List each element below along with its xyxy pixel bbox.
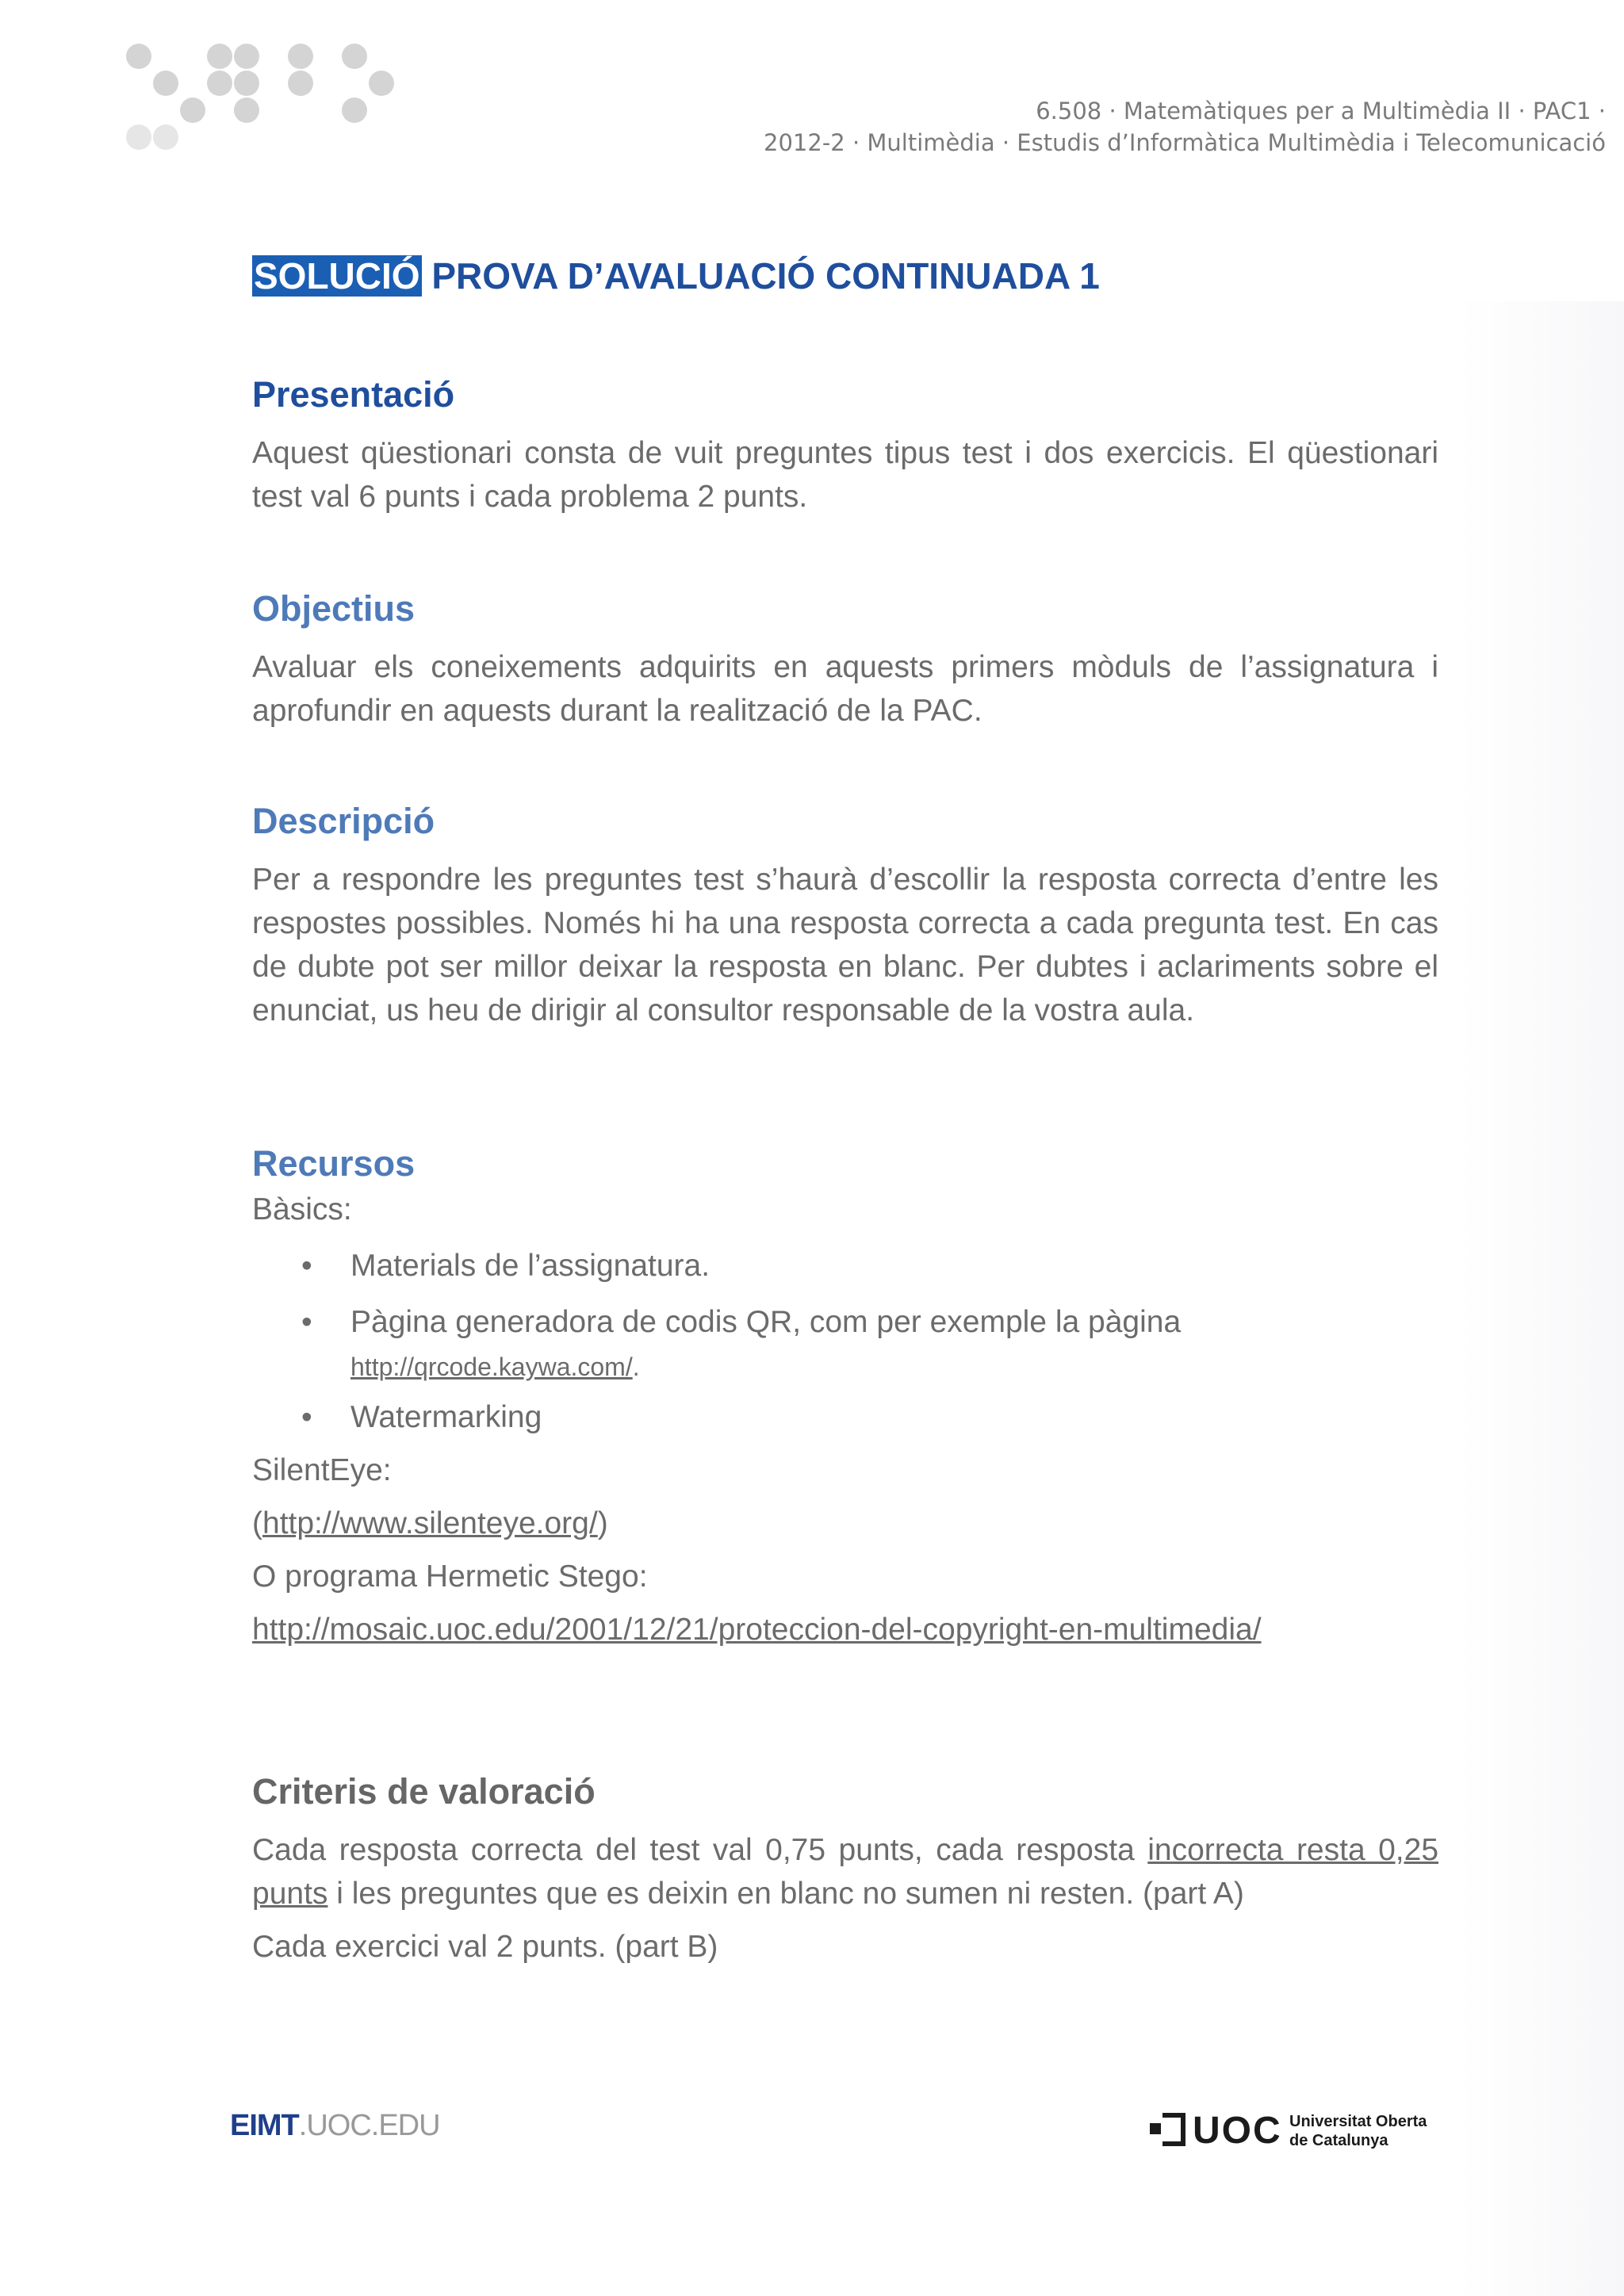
presentacio-text: Aquest qüestionari consta de vuit preguntes tipus test i dos exercicis. El qüestionari test val 6 punts i cada problema 2 punts.	[252, 436, 1438, 514]
section-criteris	[252, 1768, 1438, 1969]
list-item	[252, 1300, 1438, 1387]
qrcode-link-suffix: .	[632, 1353, 640, 1381]
criteris-text-2: Cada exercici val 2 punts. (part B)	[252, 1930, 718, 1964]
bullet-icon: •	[301, 1305, 312, 1339]
silenteye-open-paren: (	[252, 1506, 262, 1540]
resource-list	[252, 1244, 1438, 1439]
title-highlight: SOLUCIÓ	[254, 255, 420, 297]
eimt-bold: EIMT	[230, 2109, 299, 2142]
uoc-name-line-2: de Catalunya	[1289, 2132, 1388, 2149]
silenteye-link[interactable]: http://www.silenteye.org/	[262, 1506, 598, 1540]
eimt-domain: .UOC.EDU	[298, 2109, 440, 2142]
uoc-name-line-1: Universitat Oberta	[1289, 2113, 1427, 2130]
hermetic-link[interactable]: http://mosaic.uoc.edu/2001/12/21/proteccion-del-copyright-en-multimedia/	[252, 1613, 1262, 1647]
section-presentacio	[252, 371, 1438, 519]
heading-objectius: Objectius	[252, 588, 416, 629]
section-descripcio	[252, 798, 1438, 1032]
resource-links	[252, 1448, 1438, 1651]
list-item	[252, 1395, 1438, 1439]
silenteye-label: SilentEye:	[252, 1453, 392, 1487]
hermetic-label: O programa Hermetic Stego:	[252, 1559, 648, 1594]
document-body	[252, 252, 1439, 1964]
uoc-dots-logo	[123, 41, 400, 160]
basics-label: Bàsics:	[252, 1192, 352, 1226]
page-edge-shade	[1459, 301, 1624, 2296]
resource-watermarking: Watermarking	[350, 1400, 542, 1434]
uoc-bracket-icon	[1148, 2112, 1186, 2147]
uoc-logo	[1148, 2109, 1443, 2156]
qrcode-link[interactable]: http://qrcode.kaywa.com/	[350, 1353, 633, 1381]
heading-recursos: Recursos	[252, 1143, 416, 1184]
eimt-logo	[230, 2106, 440, 2145]
criteris-part-a-start: Cada resposta correcta del test val 0,75 punts, cada resposta	[252, 1833, 1148, 1867]
resource-materials: Materials de l’assignatura.	[350, 1249, 710, 1283]
heading-descripcio: Descripció	[252, 801, 435, 841]
bullet-icon: •	[301, 1400, 312, 1434]
objectius-text: Avaluar els coneixements adquirits en aquests primers mòduls de l’assignatura i aprofundir en aquests durant la realització de la PAC.	[252, 650, 1438, 728]
uoc-letters: UOC	[1193, 2110, 1282, 2152]
criteris-part-a-end: i les preguntes que es deixin en blanc no sumen ni resten. (part A)	[327, 1877, 1244, 1911]
section-objectius	[252, 585, 1438, 733]
descripcio-text: Per a respondre les preguntes test s’haurà d’escollir la resposta correcta d’entre les respostes possibles. Només hi ha una resposta correcta a cada pregunta test. En cas de dubte pot ser millor deixar la resposta en blanc. Per dubtes i aclariments sobre el enunciat, us heu de dirigir al consultor responsable de la vostra aula.	[252, 863, 1438, 1027]
bullet-icon: •	[301, 1249, 312, 1283]
silenteye-line	[252, 1502, 1438, 1545]
course-reference-line-2: 2012-2 · Multimèdia · Estudis d’Informàtica Multimèdia i Telecomunicació	[764, 129, 1606, 156]
page-title	[252, 252, 1438, 300]
uoc-full-name	[1289, 2112, 1427, 2150]
heading-presentacio: Presentació	[252, 374, 455, 415]
list-item	[252, 1244, 1438, 1288]
criteris-text-1	[252, 1828, 1438, 1915]
criteris-penalty: incorrecta resta 0,25 punts	[252, 1833, 1439, 1911]
course-reference	[764, 95, 1606, 159]
silenteye-close-paren: )	[597, 1506, 608, 1540]
heading-criteris: Criteris de valoració	[252, 1771, 596, 1812]
section-recursos	[252, 1140, 1438, 1651]
title-text: PROVA D’AVALUACIÓ CONTINUADA 1	[431, 255, 1100, 297]
resource-qr-text: Pàgina generadora de codis QR, com per exemple la pàgina	[350, 1305, 1182, 1339]
course-reference-line-1: 6.508 · Matemàtiques per a Multimèdia II · PAC1 ·	[1036, 98, 1606, 124]
hermetic-line	[252, 1608, 1438, 1651]
